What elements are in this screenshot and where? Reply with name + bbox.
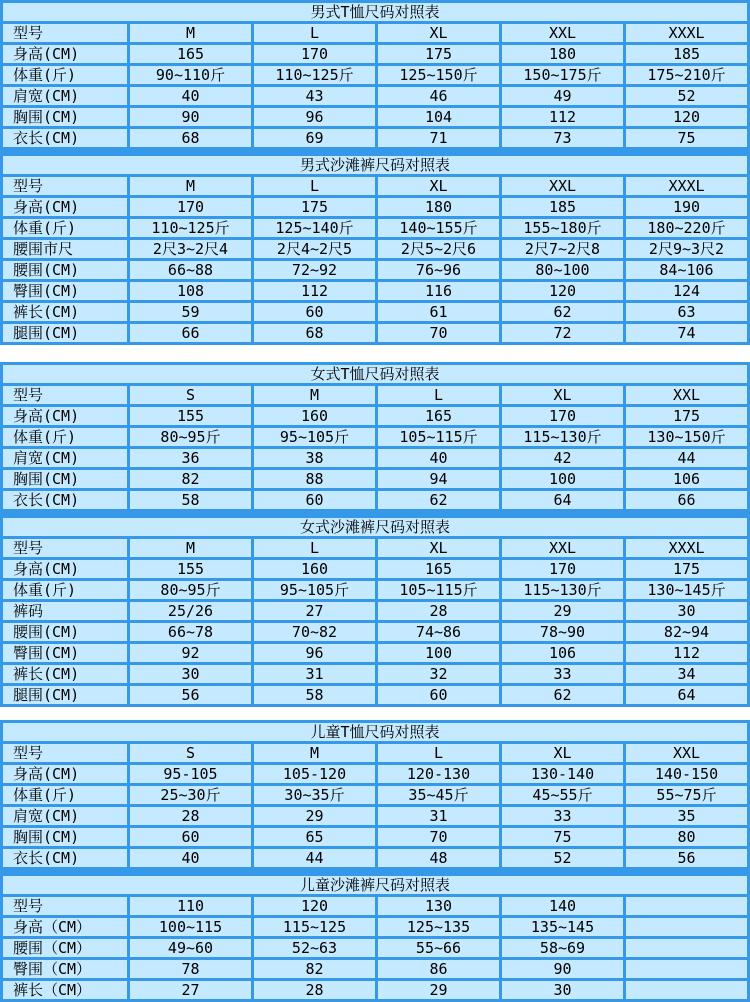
table-cell: L bbox=[254, 24, 375, 42]
table-row bbox=[3, 828, 747, 846]
table-cell: L bbox=[378, 386, 499, 404]
table-row bbox=[3, 960, 747, 978]
table-cell: 62 bbox=[502, 303, 623, 321]
table-cell: 68 bbox=[130, 129, 251, 147]
table-row bbox=[3, 407, 747, 425]
row-label: 腰围(CM) bbox=[3, 261, 127, 279]
table-cell: M bbox=[254, 386, 375, 404]
table-cell: 74~86 bbox=[378, 623, 499, 641]
table-cell: 52 bbox=[626, 87, 747, 105]
table-cell: 115~130斤 bbox=[502, 428, 623, 446]
table-row bbox=[3, 45, 747, 63]
table-cell: 115~130斤 bbox=[502, 581, 623, 599]
table-cell: 30~35斤 bbox=[254, 786, 375, 804]
table-cell: 190 bbox=[626, 198, 747, 216]
table-cell: 35 bbox=[626, 807, 747, 825]
table-cell: XXL bbox=[502, 539, 623, 557]
table-cell: 31 bbox=[378, 807, 499, 825]
table-cell bbox=[626, 939, 747, 957]
table-cell: 170 bbox=[254, 45, 375, 63]
table-cell: 120-130 bbox=[378, 765, 499, 783]
table-cell: 95~105斤 bbox=[254, 428, 375, 446]
table-cell: 165 bbox=[130, 45, 251, 63]
table-cell: 130 bbox=[378, 897, 499, 915]
table-cell: 80~100 bbox=[502, 261, 623, 279]
table-cell: 25~30斤 bbox=[130, 786, 251, 804]
row-label: 裤长（CM） bbox=[3, 981, 127, 999]
size-table bbox=[0, 362, 750, 512]
table-cell bbox=[626, 897, 747, 915]
table-row bbox=[3, 66, 747, 84]
table-cell: 82 bbox=[130, 470, 251, 488]
table-row bbox=[3, 849, 747, 867]
table-row bbox=[3, 324, 747, 342]
table-row bbox=[3, 282, 747, 300]
table-cell: 170 bbox=[502, 407, 623, 425]
table-row bbox=[3, 129, 747, 147]
table-row bbox=[3, 981, 747, 999]
table-cell: 96 bbox=[254, 644, 375, 662]
row-label: 体重(斤) bbox=[3, 428, 127, 446]
row-label: 衣长(CM) bbox=[3, 491, 127, 509]
table-cell: 64 bbox=[502, 491, 623, 509]
table-cell: 61 bbox=[378, 303, 499, 321]
table-cell: XL bbox=[378, 539, 499, 557]
table-cell: 170 bbox=[130, 198, 251, 216]
row-label: 腰围(CM) bbox=[3, 623, 127, 641]
table-cell: 180 bbox=[378, 198, 499, 216]
table-cell: 125~150斤 bbox=[378, 66, 499, 84]
table-row bbox=[3, 623, 747, 641]
table-cell: 29 bbox=[378, 981, 499, 999]
size-table bbox=[0, 0, 750, 150]
row-label: 臀围（CM） bbox=[3, 960, 127, 978]
table-cell: 33 bbox=[502, 807, 623, 825]
row-label: 体重(斤) bbox=[3, 581, 127, 599]
table-row bbox=[3, 87, 747, 105]
table-cell: XL bbox=[502, 386, 623, 404]
table-cell: L bbox=[254, 539, 375, 557]
table-cell: 108 bbox=[130, 282, 251, 300]
table-cell: 68 bbox=[254, 324, 375, 342]
table-cell: 95-105 bbox=[130, 765, 251, 783]
table-row bbox=[3, 491, 747, 509]
row-label: 肩宽(CM) bbox=[3, 807, 127, 825]
row-label: 体重(斤) bbox=[3, 786, 127, 804]
table-cell: M bbox=[130, 24, 251, 42]
table-cell: 55~66 bbox=[378, 939, 499, 957]
row-label: 身高(CM) bbox=[3, 198, 127, 216]
table-cell: 82~94 bbox=[626, 623, 747, 641]
table-cell: 55~75斤 bbox=[626, 786, 747, 804]
table-cell: 70~82 bbox=[254, 623, 375, 641]
table-cell: 125~135 bbox=[378, 918, 499, 936]
table-cell: 90~110斤 bbox=[130, 66, 251, 84]
table-cell: 40 bbox=[130, 849, 251, 867]
table-cell: M bbox=[130, 177, 251, 195]
table-cell: 63 bbox=[626, 303, 747, 321]
table-cell: 110~125斤 bbox=[254, 66, 375, 84]
table-cell: 78~90 bbox=[502, 623, 623, 641]
table-cell: 2尺3~2尺4 bbox=[130, 240, 251, 258]
table-cell: M bbox=[130, 539, 251, 557]
table-row bbox=[3, 581, 747, 599]
table-row bbox=[3, 108, 747, 126]
table-cell: XXL bbox=[502, 24, 623, 42]
table-cell bbox=[626, 981, 747, 999]
table-title: 男式沙滩裤尺码对照表 bbox=[3, 156, 747, 174]
table-cell: 80~95斤 bbox=[130, 428, 251, 446]
table-cell: 40 bbox=[130, 87, 251, 105]
row-label: 裤长(CM) bbox=[3, 665, 127, 683]
row-label: 臀围(CM) bbox=[3, 282, 127, 300]
table-cell: 155~180斤 bbox=[502, 219, 623, 237]
table-row bbox=[3, 939, 747, 957]
table-cell: 75 bbox=[626, 129, 747, 147]
table-cell: 36 bbox=[130, 449, 251, 467]
table-cell: 105-120 bbox=[254, 765, 375, 783]
table-cell: 34 bbox=[626, 665, 747, 683]
table-cell: 78 bbox=[130, 960, 251, 978]
table-cell: 112 bbox=[502, 108, 623, 126]
table-cell bbox=[626, 960, 747, 978]
table-cell: 52~63 bbox=[254, 939, 375, 957]
size-table bbox=[0, 720, 750, 870]
table-cell: 66 bbox=[130, 324, 251, 342]
table-cell: 110 bbox=[130, 897, 251, 915]
table-cell: 112 bbox=[254, 282, 375, 300]
table-cell: 72 bbox=[502, 324, 623, 342]
table-cell: 60 bbox=[254, 303, 375, 321]
table-cell: 30 bbox=[626, 602, 747, 620]
table-cell: 44 bbox=[254, 849, 375, 867]
table-cell: 150~175斤 bbox=[502, 66, 623, 84]
row-label: 胸围(CM) bbox=[3, 108, 127, 126]
table-cell: 30 bbox=[502, 981, 623, 999]
table-cell: XL bbox=[502, 744, 623, 762]
table-title: 女式T恤尺码对照表 bbox=[3, 365, 747, 383]
table-row bbox=[3, 644, 747, 662]
table-cell: 124 bbox=[626, 282, 747, 300]
row-label: 裤码 bbox=[3, 602, 127, 620]
row-label: 裤长(CM) bbox=[3, 303, 127, 321]
table-cell: 160 bbox=[254, 560, 375, 578]
table-cell: XL bbox=[378, 24, 499, 42]
table-cell: 120 bbox=[254, 897, 375, 915]
row-label: 衣长(CM) bbox=[3, 129, 127, 147]
table-cell: 69 bbox=[254, 129, 375, 147]
table-cell: 140-150 bbox=[626, 765, 747, 783]
table-cell: XXXL bbox=[626, 24, 747, 42]
row-label: 体重(斤) bbox=[3, 219, 127, 237]
table-cell: 88 bbox=[254, 470, 375, 488]
table-cell: 29 bbox=[502, 602, 623, 620]
table-cell: 60 bbox=[254, 491, 375, 509]
table-cell: 175 bbox=[626, 560, 747, 578]
size-chart-block-kids bbox=[0, 720, 750, 1002]
row-label: 胸围(CM) bbox=[3, 470, 127, 488]
table-cell: 95~105斤 bbox=[254, 581, 375, 599]
table-cell: 130~150斤 bbox=[626, 428, 747, 446]
table-cell: 180~220斤 bbox=[626, 219, 747, 237]
table-row bbox=[3, 219, 747, 237]
table-cell: 105~115斤 bbox=[378, 581, 499, 599]
table-cell: 70 bbox=[378, 828, 499, 846]
table-row bbox=[3, 449, 747, 467]
table-cell: 56 bbox=[130, 686, 251, 704]
table-row bbox=[3, 240, 747, 258]
table-cell: 155 bbox=[130, 560, 251, 578]
row-label: 腰围市尺 bbox=[3, 240, 127, 258]
table-cell: 27 bbox=[130, 981, 251, 999]
table-cell: 45~55斤 bbox=[502, 786, 623, 804]
table-row bbox=[3, 261, 747, 279]
table-cell: 44 bbox=[626, 449, 747, 467]
table-cell: 104 bbox=[378, 108, 499, 126]
table-cell: 116 bbox=[378, 282, 499, 300]
table-cell: XXXL bbox=[626, 177, 747, 195]
table-cell: 29 bbox=[254, 807, 375, 825]
table-cell: 25/26 bbox=[130, 602, 251, 620]
table-row bbox=[3, 386, 747, 404]
table-cell: 80~95斤 bbox=[130, 581, 251, 599]
table-cell: 58 bbox=[130, 491, 251, 509]
table-cell: 30 bbox=[130, 665, 251, 683]
row-label: 身高(CM) bbox=[3, 407, 127, 425]
table-cell: 75 bbox=[502, 828, 623, 846]
table-row bbox=[3, 602, 747, 620]
table-cell: 76~96 bbox=[378, 261, 499, 279]
table-row bbox=[3, 303, 747, 321]
table-cell: 58~69 bbox=[502, 939, 623, 957]
row-label: 身高(CM) bbox=[3, 765, 127, 783]
table-row bbox=[3, 665, 747, 683]
table-cell: 175 bbox=[254, 198, 375, 216]
table-row bbox=[3, 539, 747, 557]
table-cell: S bbox=[130, 744, 251, 762]
table-cell: 49 bbox=[502, 87, 623, 105]
table-cell: XXL bbox=[626, 386, 747, 404]
table-cell: XL bbox=[378, 177, 499, 195]
table-row bbox=[3, 177, 747, 195]
table-row bbox=[3, 786, 747, 804]
row-label: 腿围(CM) bbox=[3, 324, 127, 342]
table-cell: 155 bbox=[130, 407, 251, 425]
table-title: 男式T恤尺码对照表 bbox=[3, 3, 747, 21]
row-label: 臀围(CM) bbox=[3, 644, 127, 662]
table-row bbox=[3, 560, 747, 578]
table-cell: 115~125 bbox=[254, 918, 375, 936]
table-cell: 40 bbox=[378, 449, 499, 467]
table-cell: 112 bbox=[626, 644, 747, 662]
table-cell: 100 bbox=[378, 644, 499, 662]
table-cell: 74 bbox=[626, 324, 747, 342]
table-title: 女式沙滩裤尺码对照表 bbox=[3, 518, 747, 536]
table-cell: 96 bbox=[254, 108, 375, 126]
row-label: 型号 bbox=[3, 539, 127, 557]
table-cell: 62 bbox=[502, 686, 623, 704]
row-label: 腿围(CM) bbox=[3, 686, 127, 704]
table-cell: 28 bbox=[378, 602, 499, 620]
table-cell: 43 bbox=[254, 87, 375, 105]
size-chart-block-men bbox=[0, 0, 750, 345]
table-cell: 2尺7~2尺8 bbox=[502, 240, 623, 258]
table-row bbox=[3, 428, 747, 446]
table-cell: 165 bbox=[378, 407, 499, 425]
table-cell: 32 bbox=[378, 665, 499, 683]
table-cell: 48 bbox=[378, 849, 499, 867]
table-cell: 64 bbox=[626, 686, 747, 704]
table-cell: 2尺5~2尺6 bbox=[378, 240, 499, 258]
table-cell: 185 bbox=[626, 45, 747, 63]
table-cell: 2尺4~2尺5 bbox=[254, 240, 375, 258]
table-cell: 160 bbox=[254, 407, 375, 425]
table-cell: 130-140 bbox=[502, 765, 623, 783]
size-table bbox=[0, 153, 750, 345]
table-cell: 110~125斤 bbox=[130, 219, 251, 237]
table-cell: 125~140斤 bbox=[254, 219, 375, 237]
table-cell: 120 bbox=[626, 108, 747, 126]
table-cell: XXL bbox=[502, 177, 623, 195]
table-cell: 180 bbox=[502, 45, 623, 63]
table-cell: S bbox=[130, 386, 251, 404]
table-cell: L bbox=[254, 177, 375, 195]
table-cell: 58 bbox=[254, 686, 375, 704]
table-cell: 130~145斤 bbox=[626, 581, 747, 599]
table-row bbox=[3, 918, 747, 936]
table-cell: 140~155斤 bbox=[378, 219, 499, 237]
table-cell: 135~145 bbox=[502, 918, 623, 936]
table-cell: 33 bbox=[502, 665, 623, 683]
row-label: 胸围(CM) bbox=[3, 828, 127, 846]
table-cell: 84~106 bbox=[626, 261, 747, 279]
table-cell: 28 bbox=[130, 807, 251, 825]
row-label: 身高（CM） bbox=[3, 918, 127, 936]
table-cell: 60 bbox=[130, 828, 251, 846]
table-cell: 35~45斤 bbox=[378, 786, 499, 804]
table-cell bbox=[626, 918, 747, 936]
row-label: 肩宽(CM) bbox=[3, 87, 127, 105]
table-cell: L bbox=[378, 744, 499, 762]
table-cell: 90 bbox=[130, 108, 251, 126]
table-row bbox=[3, 198, 747, 216]
table-cell: 31 bbox=[254, 665, 375, 683]
table-cell: 106 bbox=[626, 470, 747, 488]
row-label: 型号 bbox=[3, 177, 127, 195]
table-cell: 165 bbox=[378, 560, 499, 578]
table-cell: 175~210斤 bbox=[626, 66, 747, 84]
table-cell: 66~78 bbox=[130, 623, 251, 641]
row-label: 型号 bbox=[3, 24, 127, 42]
table-row bbox=[3, 765, 747, 783]
table-cell: 70 bbox=[378, 324, 499, 342]
table-title: 儿童沙滩裤尺码对照表 bbox=[3, 876, 747, 894]
table-row bbox=[3, 897, 747, 915]
table-cell: 170 bbox=[502, 560, 623, 578]
table-cell: 82 bbox=[254, 960, 375, 978]
table-cell: 27 bbox=[254, 602, 375, 620]
table-cell: 80 bbox=[626, 828, 747, 846]
table-cell: 100 bbox=[502, 470, 623, 488]
row-label: 身高(CM) bbox=[3, 45, 127, 63]
table-cell: 175 bbox=[626, 407, 747, 425]
table-cell: 62 bbox=[378, 491, 499, 509]
size-table bbox=[0, 873, 750, 1002]
row-label: 衣长(CM) bbox=[3, 849, 127, 867]
table-cell: 56 bbox=[626, 849, 747, 867]
table-cell: 49~60 bbox=[130, 939, 251, 957]
table-cell: 60 bbox=[378, 686, 499, 704]
table-cell: 42 bbox=[502, 449, 623, 467]
table-cell: 71 bbox=[378, 129, 499, 147]
table-cell: 140 bbox=[502, 897, 623, 915]
table-row bbox=[3, 807, 747, 825]
row-label: 型号 bbox=[3, 744, 127, 762]
row-label: 腰围（CM） bbox=[3, 939, 127, 957]
table-cell: 59 bbox=[130, 303, 251, 321]
table-row bbox=[3, 24, 747, 42]
size-chart-block-women bbox=[0, 362, 750, 707]
table-cell: 46 bbox=[378, 87, 499, 105]
table-cell: 94 bbox=[378, 470, 499, 488]
row-label: 型号 bbox=[3, 897, 127, 915]
table-cell: 66~88 bbox=[130, 261, 251, 279]
table-cell: 73 bbox=[502, 129, 623, 147]
table-cell: 28 bbox=[254, 981, 375, 999]
table-cell: 106 bbox=[502, 644, 623, 662]
table-cell: 38 bbox=[254, 449, 375, 467]
table-cell: XXL bbox=[626, 744, 747, 762]
table-cell: 86 bbox=[378, 960, 499, 978]
table-cell: 92 bbox=[130, 644, 251, 662]
table-cell: M bbox=[254, 744, 375, 762]
table-cell: 72~92 bbox=[254, 261, 375, 279]
table-cell: 90 bbox=[502, 960, 623, 978]
table-row bbox=[3, 744, 747, 762]
table-cell: 65 bbox=[254, 828, 375, 846]
row-label: 肩宽(CM) bbox=[3, 449, 127, 467]
row-label: 身高(CM) bbox=[3, 560, 127, 578]
table-cell: 105~115斤 bbox=[378, 428, 499, 446]
table-cell: 175 bbox=[378, 45, 499, 63]
table-cell: 100~115 bbox=[130, 918, 251, 936]
table-title: 儿童T恤尺码对照表 bbox=[3, 723, 747, 741]
table-cell: 2尺9~3尺2 bbox=[626, 240, 747, 258]
table-cell: 120 bbox=[502, 282, 623, 300]
size-table bbox=[0, 515, 750, 707]
table-cell: 52 bbox=[502, 849, 623, 867]
table-cell: 66 bbox=[626, 491, 747, 509]
table-row bbox=[3, 470, 747, 488]
table-row bbox=[3, 686, 747, 704]
row-label: 体重(斤) bbox=[3, 66, 127, 84]
row-label: 型号 bbox=[3, 386, 127, 404]
table-cell: 185 bbox=[502, 198, 623, 216]
table-cell: XXXL bbox=[626, 539, 747, 557]
